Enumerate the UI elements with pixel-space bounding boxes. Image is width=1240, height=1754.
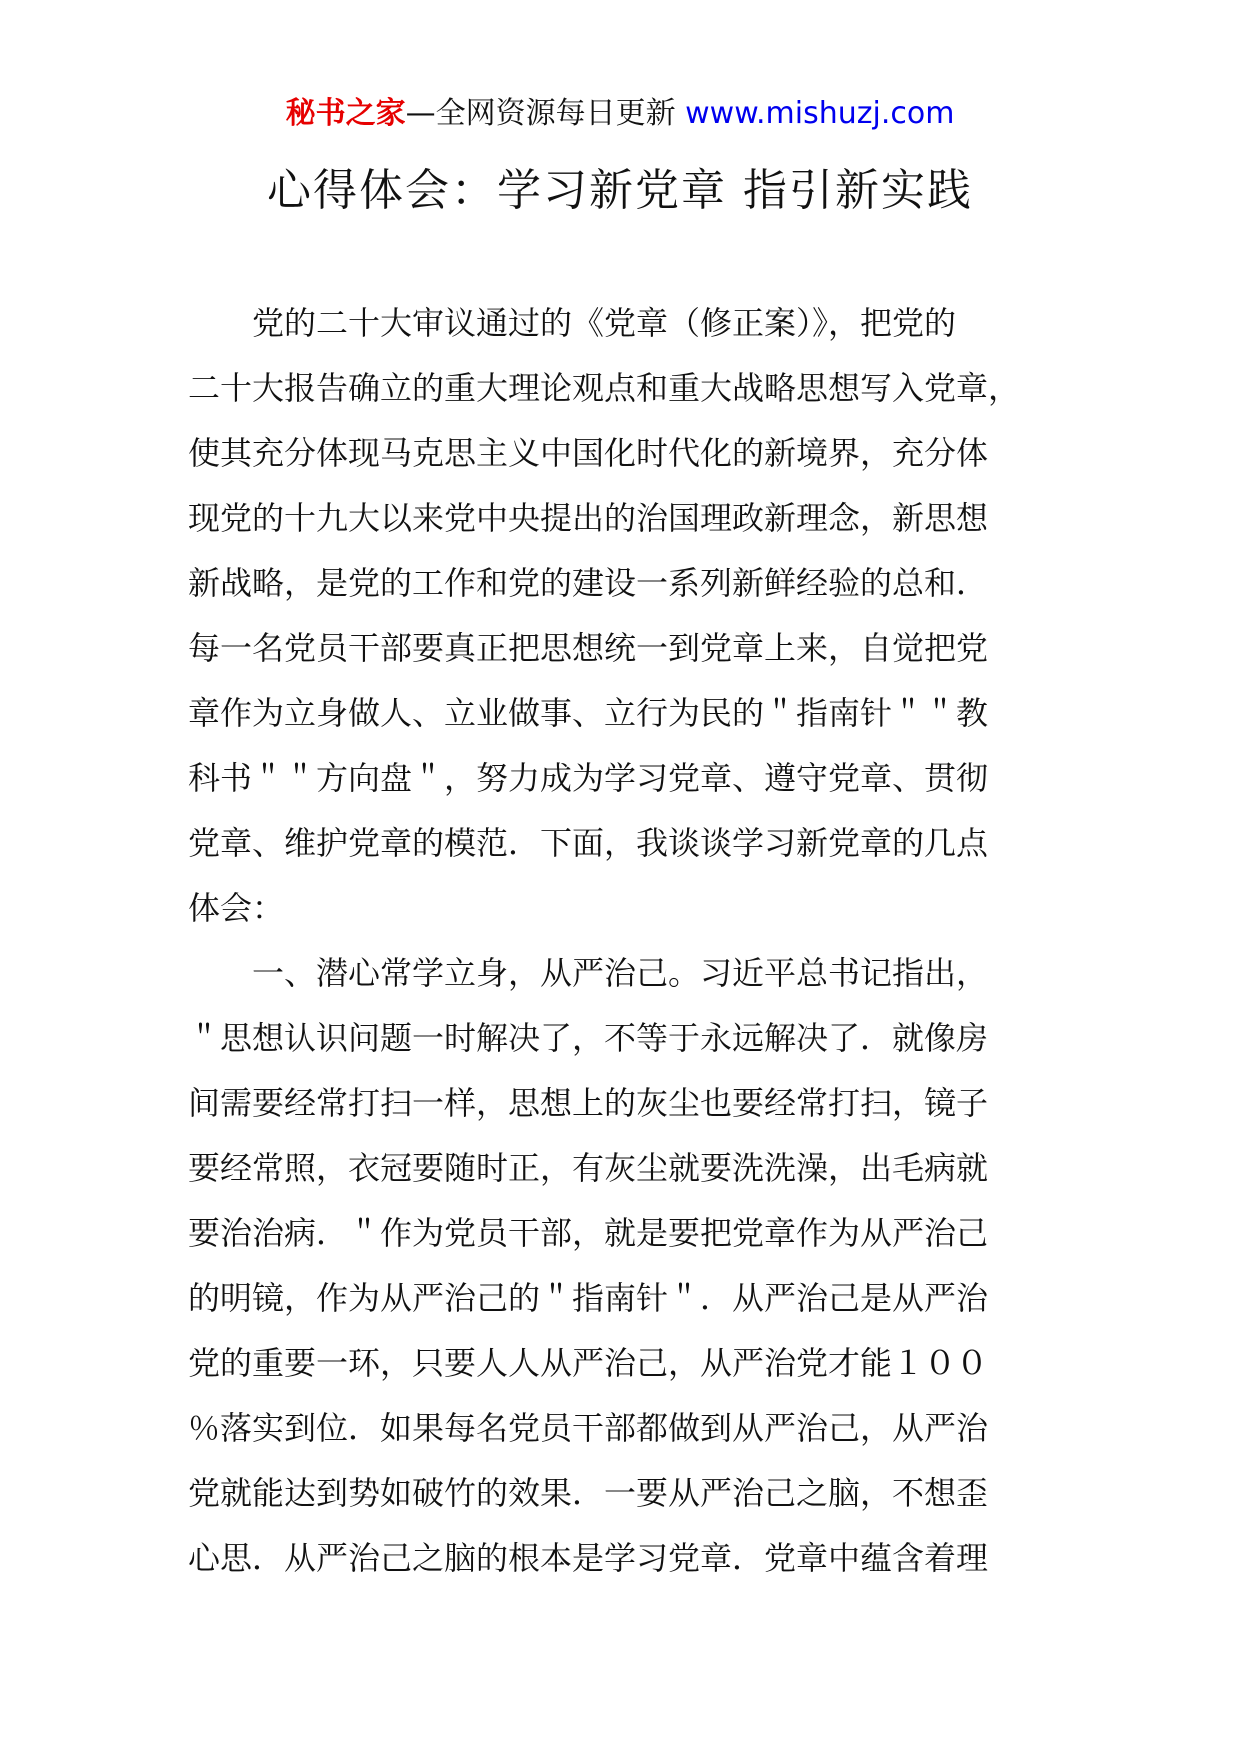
body-line: 每一名党员干部要真正把思想统一到党章上来，自觉把党 xyxy=(188,629,989,667)
site-url: www.mishuzj.com xyxy=(685,96,955,131)
body-line: 使其充分体现马克思主义中国化时代化的新境界，充分体 xyxy=(188,434,989,472)
site-header xyxy=(0,94,1240,134)
body-line: 章作为立身做人、立业做事、立行为民的＂指南针＂＂教 xyxy=(188,694,989,732)
body-line: 的明镜，作为从严治己的＂指南针＂．从严治己是从严治 xyxy=(188,1279,989,1317)
body-line: 科书＂＂方向盘＂，努力成为学习党章、遵守党章、贯彻 xyxy=(188,759,989,797)
body-line: ＂思想认识问题一时解决了，不等于永远解决了．就像房 xyxy=(188,1019,989,1057)
body-line: 要治治病．＂作为党员干部，就是要把党章作为从严治己 xyxy=(188,1214,989,1252)
body-line: 党章、维护党章的模范．下面，我谈谈学习新党章的几点 xyxy=(188,824,989,862)
body-line: 现党的十九大以来党中央提出的治国理政新理念，新思想 xyxy=(188,499,989,537)
site-brand: 秘书之家 xyxy=(285,96,406,131)
body-line: 一、潜心常学立身，从严治己。习近平总书记指出， xyxy=(188,954,989,992)
body-line: 要经常照，衣冠要随时正，有灰尘就要洗洗澡，出毛病就 xyxy=(188,1149,989,1187)
body-line: 党的重要一环，只要人人从严治己，从严治党才能１００ xyxy=(188,1344,989,1382)
body-line: 新战略，是党的工作和党的建设一系列新鲜经验的总和． xyxy=(188,564,989,602)
body-line: 二十大报告确立的重大理论观点和重大战略思想写入党章， xyxy=(188,369,1021,407)
document-title: 心得体会：学习新党章 指引新实践 xyxy=(267,165,973,216)
body-line: 心思．从严治己之脑的根本是学习党章．党章中蕴含着理 xyxy=(188,1539,989,1577)
body-line: 间需要经常打扫一样，思想上的灰尘也要经常打扫，镜子 xyxy=(188,1084,989,1122)
body-line: 党的二十大审议通过的《党章（修正案）》，把党的 xyxy=(188,304,957,342)
site-slogan: —全网资源每日更新 xyxy=(405,96,686,131)
document-body xyxy=(188,291,1054,1591)
body-line: ％落实到位．如果每名党员干部都做到从严治己，从严治 xyxy=(188,1409,989,1447)
body-line: 党就能达到势如破竹的效果．一要从严治己之脑，不想歪 xyxy=(188,1474,989,1512)
body-line: 体会： xyxy=(188,889,285,927)
